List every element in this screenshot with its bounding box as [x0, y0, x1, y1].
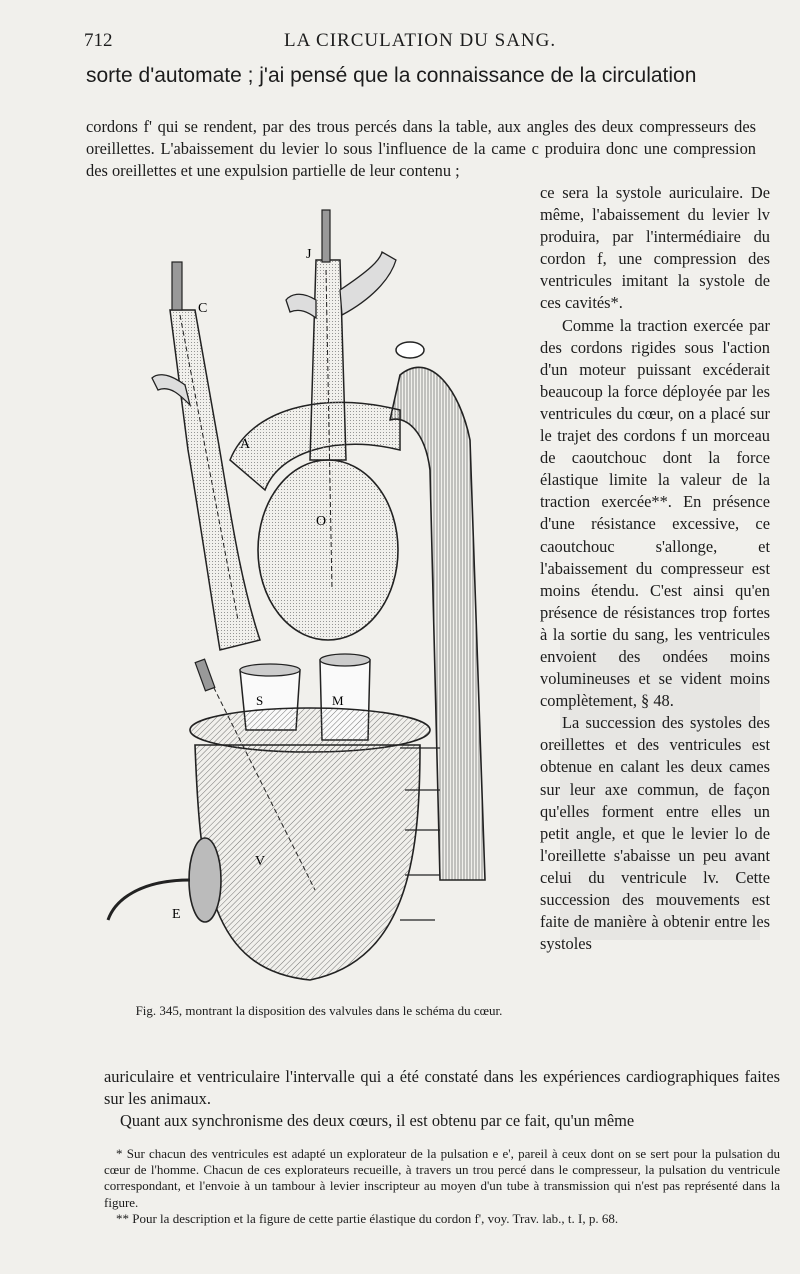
cannula-j: [322, 210, 330, 262]
paragraph-synchronism: Quant aux synchronisme des deux cœurs, il est obtenu par ce fait, qu'un même: [120, 1111, 635, 1130]
label-c: C: [198, 301, 208, 316]
footnote-1: * Sur chacun des ventricules est adapté un explorateur de la pulsation e e', pareil à ceux dont on se sert pour la pulsation du cœur de l'homme. Chacun de ces explorateurs recueille, à travers un trou percé dans le compresseur, la pulsation du ventricule correspondant, et l'envoie à un tambour à levier inscripteur au moyen d'un tube à transmission qui n'est pas représenté dans la figure.: [104, 1146, 780, 1210]
cannula-v: [195, 659, 215, 691]
right-column-text: [540, 182, 770, 955]
label-a: A: [240, 437, 251, 452]
paragraph-bottom: auriculaire et ventriculaire l'intervalle qui a été constaté dans les expériences cardiographiques faites sur les animaux.: [104, 1067, 780, 1108]
running-title: LA CIRCULATION DU SANG.: [284, 30, 557, 51]
left-atrium-tube: [170, 310, 260, 650]
column-paragraph-3: La succession des systoles des oreillettes et des ventricules est obtenue en calant les deux cames sur leur axe commun, de façon qu'elles forment entre elles un petit angle, et que le levier lo de l'oreillette s'abaisse un peu avant celui du ventricule lv. Cette succession des mouvements est faite de manière à obtenir entre les systoles: [540, 713, 770, 954]
figure-caption: Fig. 345, montrant la disposition des valvules dans le schéma du cœur.: [135, 1003, 503, 1018]
label-m: M: [332, 693, 344, 708]
j-branches: [340, 252, 396, 315]
explorer-e: [189, 838, 221, 922]
footnotes: [104, 1146, 780, 1227]
footnote-2: ** Pour la description et la figure de cette partie élastique du cordon f', voy. Trav. lab., t. I, p. 68.: [116, 1210, 619, 1226]
heart-schema-illustration: [100, 200, 540, 990]
paragraph-top: cordons f' qui se rendent, par des trous percés dans la table, aux angles des deux compresseurs des oreillettes. L'abaissement du levier lo sous l'influence de la came c produira donc une compression des oreillettes et une expulsion partielle de leur contenu ;: [86, 117, 756, 180]
page-number: 712: [84, 30, 113, 51]
label-s: S: [256, 693, 264, 708]
overrun-line: sorte d'automate ; j'ai pensé que la connaissance de la circulation: [86, 64, 697, 87]
label-e: E: [172, 907, 181, 922]
figure-heart-schema: [100, 200, 540, 990]
label-o: O: [316, 514, 327, 529]
label-j: J: [306, 247, 312, 262]
cannula-c: [172, 262, 182, 310]
j-branch-left: [286, 294, 316, 318]
page-header: [84, 30, 784, 54]
ventricle-bag-v: [195, 745, 420, 980]
bulb-o: [258, 460, 398, 640]
column-paragraph-1: ce sera la systole auriculaire. De même, l'abaissement du levier lv produira, par l'intermédiaire du cordon f, une compression des ventricules imitant la systole de ces cavités*.: [540, 183, 770, 313]
label-v: V: [255, 854, 266, 869]
aorta-opening: [396, 342, 424, 358]
column-paragraph-2: Comme la traction exercée par des cordons rigides sous l'action d'un moteur puissant excéderait beaucoup la force déployée par les ventricules du cœur, on a placé sur le trajet des cordons f un morceau de caoutchouc dont la force élastique limite la valeur de la traction exercée**. En présence d'une résistance excessive, ce caoutchouc s'allonge, et l'abaissement du compresseur est moins étendu. C'est ainsi qu'en présence de résistances trop fortes à la sortie du sang, les ventricules envoient des ondées moins volumineuses et se vident moins complètement, § 48.: [540, 315, 770, 711]
